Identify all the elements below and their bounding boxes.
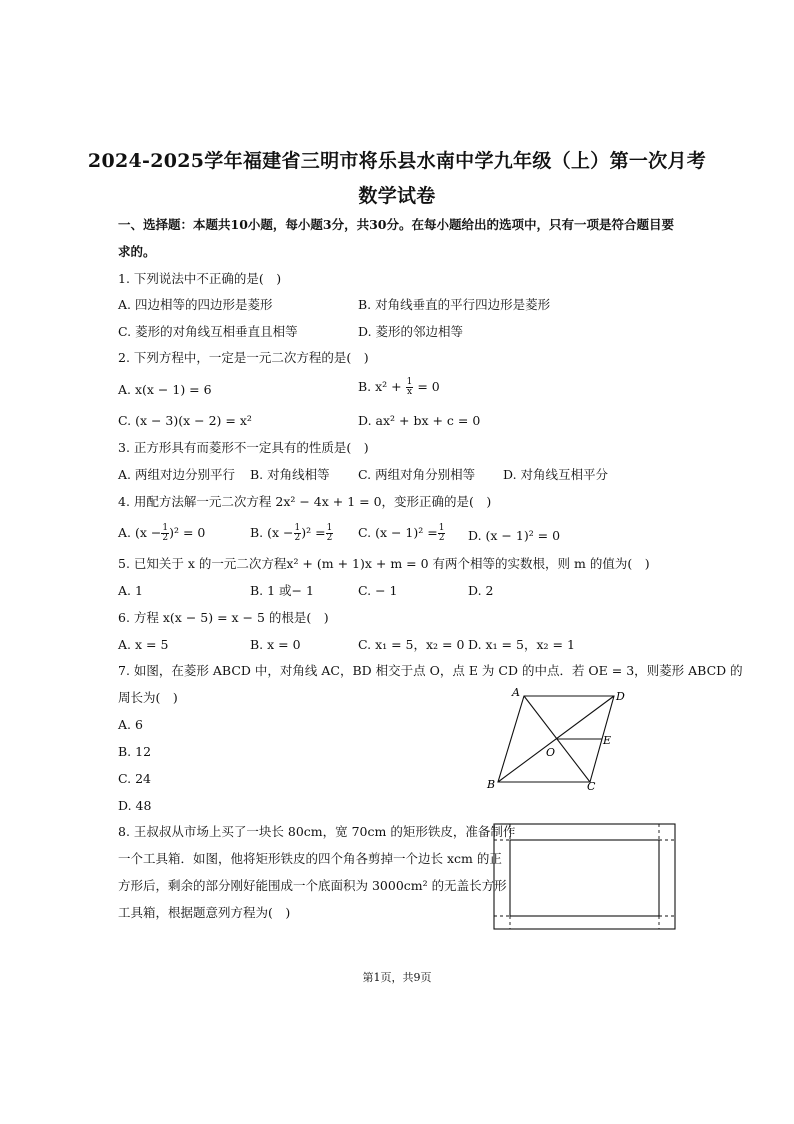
section-heading: 一、选择题：本题共10小题，每小题3分，共30分。在每小题给出的选项中，只有一项是符合题目要求的。 xyxy=(118,217,674,259)
sheet-metal-diagram xyxy=(492,822,678,932)
question-7-option-d: D. 48 xyxy=(118,798,152,813)
fraction: $\frac{1}{2}$ xyxy=(438,523,445,543)
inner-base xyxy=(510,840,659,916)
question-2-option-d: D. ax² + bx + c = 0 xyxy=(358,413,481,428)
label-a: A xyxy=(512,686,520,699)
question-8-stem-line-4: 工具箱，根据题意列方程为( ) xyxy=(118,905,291,920)
label-c: C xyxy=(587,780,596,793)
question-1-option-a: A. 四边相等的四边形是菱形 xyxy=(118,297,273,312)
question-5-option-c: C. − 1 xyxy=(358,583,398,598)
label-o: O xyxy=(546,746,556,759)
question-1-option-c: C. 菱形的对角线互相垂直且相等 xyxy=(118,324,298,339)
question-7-option-b: B. 12 xyxy=(118,744,152,759)
question-4-stem: 4. 用配方法解一元二次方程 2x² − 4x + 1 = 0，变形正确的是( ) xyxy=(118,494,492,509)
question-7-stem-line-2: 周长为( ) xyxy=(118,690,178,705)
question-1-stem: 1. 下列说法中不正确的是( ) xyxy=(118,271,282,286)
question-2-option-a: A. x(x − 1) = 6 xyxy=(118,382,212,397)
question-3-option-a: A. 两组对边分别平行 xyxy=(118,467,235,482)
question-6-option-d: D. x₁ = 5，x₂ = 1 xyxy=(468,637,575,652)
question-7-option-c: C. 24 xyxy=(118,771,151,786)
question-5-option-b: B. 1 或− 1 xyxy=(250,583,314,598)
page-footer: 第1页，共9页 xyxy=(362,971,432,984)
question-5-option-d: D. 2 xyxy=(468,583,494,598)
question-8-stem-line-1: 8. 王叔叔从市场上买了一块长 80cm，宽 70cm 的矩形铁皮，准备制作 xyxy=(118,824,516,839)
question-7-option-a: A. 6 xyxy=(118,717,143,732)
question-5-stem: 5. 已知关于 x 的一元二次方程x² + (m + 1)x + m = 0 有两个相等的实数根，则 m 的值为( ) xyxy=(118,556,650,571)
question-7-stem-line-1: 7. 如图，在菱形 ABCD 中，对角线 AC，BD 相交于点 O，点 E 为 CD 的中点．若 OE = 3，则菱形 ABCD 的 xyxy=(118,663,743,678)
question-6-option-c: C. x₁ = 5，x₂ = 0 xyxy=(358,637,465,652)
question-3-option-d: D. 对角线互相平分 xyxy=(503,467,609,482)
label-e: E xyxy=(603,734,612,747)
question-5-option-a: A. 1 xyxy=(118,583,143,598)
question-2-stem: 2. 下列方程中，一定是一元二次方程的是( ) xyxy=(118,350,369,365)
question-1-option-d: D. 菱形的邻边相等 xyxy=(358,324,464,339)
question-2-option-c: C. (x − 3)(x − 2) = x² xyxy=(118,413,252,428)
question-4-option-c: C. (x − 1)² = $\frac{1}{2}$ xyxy=(358,523,445,543)
fraction: $\frac{1}{2}$ xyxy=(326,523,333,543)
question-8-stem-line-2: 一个工具箱．如图，他将矩形铁皮的四个角各剪掉一个边长 xcm 的正 xyxy=(118,851,502,866)
label-d: D xyxy=(616,690,625,703)
fraction: $\frac{1}{x}$ xyxy=(406,377,413,397)
question-4-option-d: D. (x − 1)² = 0 xyxy=(468,528,561,543)
fraction: $\frac{1}{2}$ xyxy=(294,523,301,543)
question-4-option-b: B. (x − $\frac{1}{2}$ )² = $\frac{1}{2}$ xyxy=(250,523,333,543)
question-3-stem: 3. 正方形具有而菱形不一定具有的性质是( ) xyxy=(118,440,369,455)
page-title: 2024-2025学年福建省三明市将乐县水南中学九年级（上）第一次月考 xyxy=(87,150,707,172)
question-3-option-b: B. 对角线相等 xyxy=(250,467,330,482)
page-subtitle: 数学试卷 xyxy=(358,185,436,207)
question-8-stem-line-3: 方形后，剩余的部分刚好能围成一个底面积为 3000cm² 的无盖长方形 xyxy=(118,878,507,893)
question-3-option-c: C. 两组对角分别相等 xyxy=(358,467,476,482)
label-b: B xyxy=(487,778,496,791)
question-2-option-b: B. x² + $\frac{1}{x}$ = 0 xyxy=(358,377,440,397)
question-6-stem: 6. 方程 x(x − 5) = x − 5 的根是( ) xyxy=(118,610,329,625)
rhombus-diagram xyxy=(480,684,640,796)
fraction: $\frac{1}{2}$ xyxy=(162,523,169,543)
question-6-option-b: B. x = 0 xyxy=(250,637,301,652)
question-1-option-b: B. 对角线垂直的平行四边形是菱形 xyxy=(358,297,551,312)
question-6-option-a: A. x = 5 xyxy=(118,637,169,652)
question-4-option-a: A. (x − $\frac{1}{2}$ )² = 0 xyxy=(118,523,206,543)
